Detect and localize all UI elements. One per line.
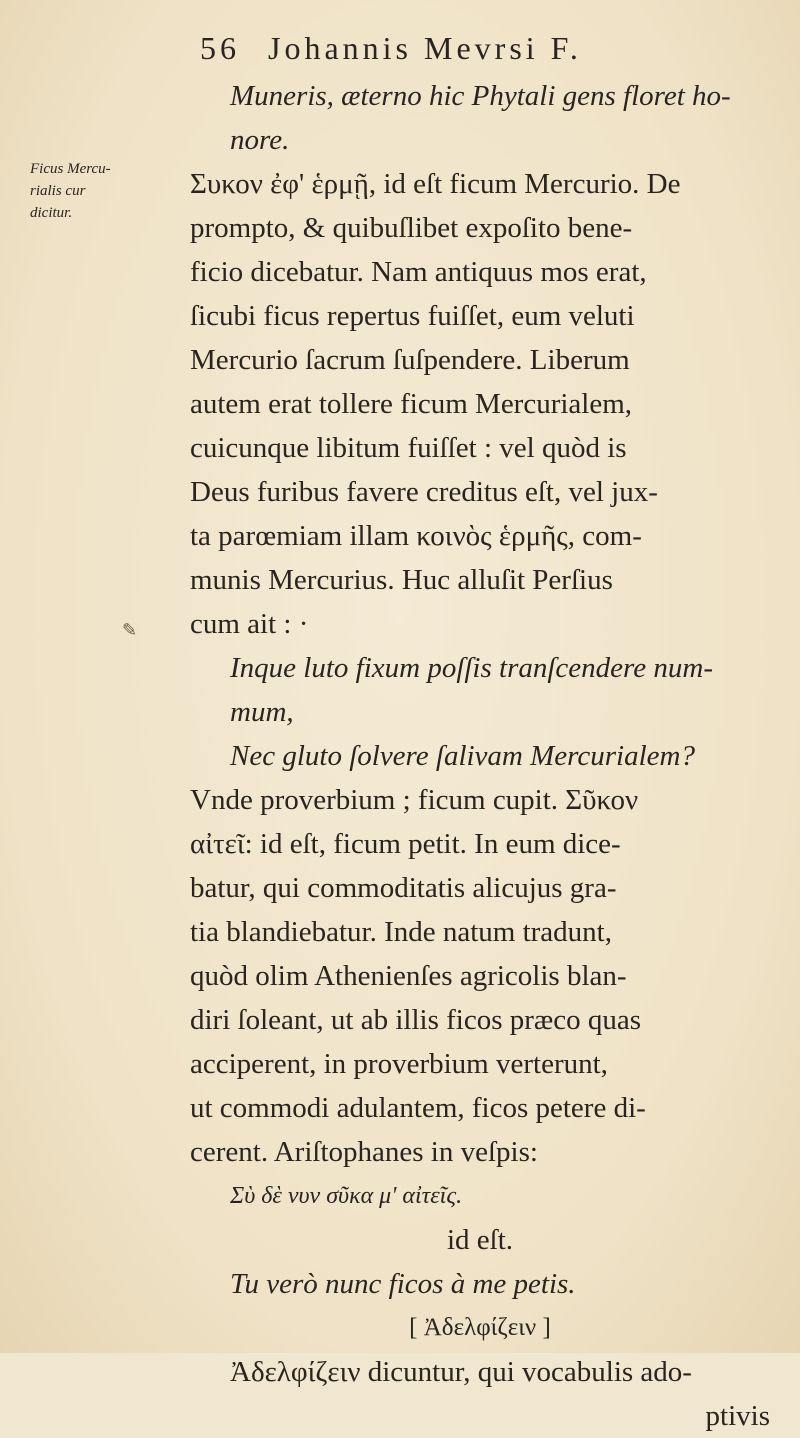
text-line: Συκον ἐφ' ἑρμῇ, id eſt ficum Mercurio. De [190, 168, 681, 200]
page-number: 56 [200, 30, 240, 66]
text-line: Ἀδελφίζειν dicuntur, qui vocabulis ado- [230, 1356, 692, 1388]
text-line: munis Mercurius. Huc alluſit Perſius [190, 564, 613, 596]
margin-note [30, 158, 148, 224]
margin-note-line: Ficus Mercu- [30, 161, 111, 177]
text-line: tia blandiebatur. Inde natum tradunt, [190, 916, 612, 948]
text-line: quòd olim Athenienſes agricolis blan- [190, 960, 627, 992]
text-line: cerent. Ariſtophanes in veſpis: [190, 1136, 538, 1168]
text-line: nore. [230, 124, 290, 156]
text-line: Mercurio ſacrum ſuſpendere. Liberum [190, 344, 630, 376]
text-line: αἰτεῖ: id eſt, ficum petit. In eum dice- [190, 828, 621, 860]
margin-note-line: rialis cur [30, 183, 86, 199]
text-line: ſicubi ficus repertus fuiſſet, eum veluti [190, 300, 635, 332]
text-line: Tu verò nunc ficos à me petis. [230, 1268, 576, 1300]
text-line: id eſt. [446, 1224, 514, 1256]
running-title: Johannis Mevrsi F. [268, 30, 582, 66]
ink-mark-icon: ✎ [122, 620, 138, 641]
text-line: diri ſoleant, ut ab illis ficos præco quas [190, 1004, 642, 1036]
text-line: [ Ἀδελφίζειν ] [409, 1314, 551, 1341]
text-line: ptivis [705, 1400, 770, 1432]
text-line: cuicunque libitum fuiſſet : vel quòd is [190, 432, 627, 464]
text-line: ut commodi adulantem, ficos petere di- [190, 1092, 646, 1124]
text-line: Deus furibus favere creditus eſt, vel jux- [190, 476, 658, 508]
text-line: acciperent, in proverbium verterunt, [190, 1048, 608, 1080]
text-line: Nec gluto ſolvere ſalivam Mercurialem? [230, 740, 695, 772]
text-line: mum, [230, 696, 294, 728]
margin-note-line: dicitur. [30, 205, 73, 221]
body-text [190, 74, 770, 1438]
text-line: Muneris, æterno hic Phytali gens floret ho- [230, 80, 731, 112]
text-line: cum ait : · [190, 608, 309, 640]
running-header [200, 30, 720, 67]
text-line: autem erat tollere ficum Mercurialem, [190, 388, 633, 420]
text-line: Σὺ δὲ νυν σῦκα μ' αἰτεῖς. [230, 1183, 463, 1209]
text-line: Inque luto fixum poſſis tranſcendere num- [230, 652, 713, 684]
text-line: ta parœmiam illam κοινὸς ἑρμῆς, com- [190, 520, 642, 552]
text-line: batur, qui commoditatis alicujus gra- [190, 872, 617, 904]
text-line: ficio dicebatur. Nam antiquus mos erat, [190, 256, 647, 288]
text-line: prompto, & quibuſlibet expoſito bene- [190, 212, 633, 244]
text-line: Vnde proverbium ; ficum cupit. Σῦκον [190, 784, 639, 816]
